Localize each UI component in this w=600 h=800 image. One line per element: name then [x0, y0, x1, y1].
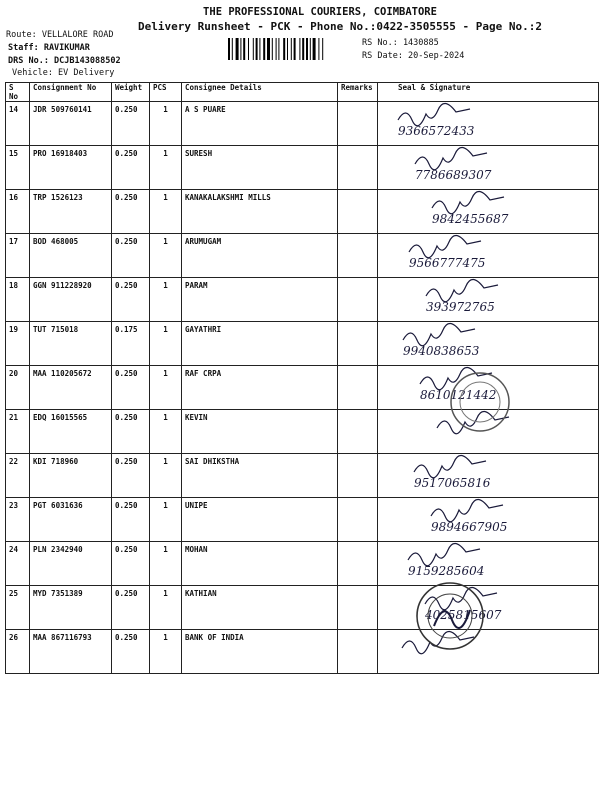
- row-signature: [378, 586, 599, 630]
- row-remarks: [338, 102, 378, 146]
- row-weight: 0.250: [112, 146, 150, 190]
- col-sno: S No: [6, 83, 30, 102]
- row-signature: [378, 498, 599, 542]
- row-consignment-no: MYD 7351389: [30, 586, 112, 630]
- row-consignment-no: TRP 1526123: [30, 190, 112, 234]
- rs-date-label: RS Date: 20-Sep-2024: [362, 51, 465, 61]
- row-signature: [378, 190, 599, 234]
- row-pcs: 1: [150, 146, 182, 190]
- table-row: [6, 102, 599, 146]
- row-weight: 0.250: [112, 278, 150, 322]
- row-consignee: A S PUARE: [182, 102, 338, 146]
- row-pcs: 1: [150, 454, 182, 498]
- seal-stamp: [448, 370, 512, 434]
- row-pcs: 1: [150, 498, 182, 542]
- row-weight: 0.250: [112, 366, 150, 410]
- row-remarks: [338, 278, 378, 322]
- table-row: [6, 146, 599, 190]
- row-consignee: BANK OF INDIA: [182, 630, 338, 674]
- signature-phone-number: 8610121442: [420, 388, 497, 402]
- row-sno: 23: [6, 498, 30, 542]
- row-signature: [378, 102, 599, 146]
- row-sno: 19: [6, 322, 30, 366]
- row-consignee: GAYATHRI: [182, 322, 338, 366]
- signature-phone-number: 4025815607: [425, 608, 502, 622]
- row-consignment-no: KDI 718960: [30, 454, 112, 498]
- row-sno: 20: [6, 366, 30, 410]
- row-pcs: 1: [150, 366, 182, 410]
- runsheet-title: Delivery Runsheet - PCK - Phone No.:0422-3505555 - Page No.:2: [138, 20, 542, 33]
- table-row: [6, 234, 599, 278]
- row-pcs: 1: [150, 630, 182, 674]
- table-row: [6, 542, 599, 586]
- row-pcs: 1: [150, 278, 182, 322]
- bank-seal-stamp: [414, 580, 486, 652]
- row-weight: 0.250: [112, 410, 150, 454]
- row-pcs: 1: [150, 586, 182, 630]
- row-sno: 22: [6, 454, 30, 498]
- row-remarks: [338, 410, 378, 454]
- row-consignment-no: PRO 16918403: [30, 146, 112, 190]
- row-signature: [378, 146, 599, 190]
- row-remarks: [338, 454, 378, 498]
- row-sno: 21: [6, 410, 30, 454]
- row-remarks: [338, 498, 378, 542]
- row-consignment-no: BOD 468005: [30, 234, 112, 278]
- row-weight: 0.175: [112, 322, 150, 366]
- col-consignment: Consignment No: [30, 83, 112, 102]
- row-pcs: 1: [150, 322, 182, 366]
- route-label: Route: VELLALORE ROAD: [6, 30, 114, 40]
- row-weight: 0.250: [112, 586, 150, 630]
- row-consignment-no: PLN 2342940: [30, 542, 112, 586]
- col-consignee: Consignee Details: [182, 83, 338, 102]
- row-consignee: PARAM: [182, 278, 338, 322]
- table-row: [6, 498, 599, 542]
- signature-phone-number: 9842455687: [432, 212, 509, 226]
- row-weight: 0.250: [112, 542, 150, 586]
- row-sno: 16: [6, 190, 30, 234]
- row-signature: [378, 322, 599, 366]
- row-signature: [378, 542, 599, 586]
- row-signature: [378, 278, 599, 322]
- col-weight: Weight: [112, 83, 150, 102]
- row-remarks: [338, 146, 378, 190]
- row-pcs: 1: [150, 102, 182, 146]
- company-title: THE PROFESSIONAL COURIERS, COIMBATORE: [203, 6, 437, 18]
- signature-phone-number: 9940838653: [403, 344, 480, 358]
- row-consignee: KATHIAN: [182, 586, 338, 630]
- row-pcs: 1: [150, 410, 182, 454]
- col-signature: Seal & Signature: [378, 83, 599, 102]
- row-remarks: [338, 586, 378, 630]
- signature-phone-number: 9366572433: [398, 124, 475, 138]
- row-signature: [378, 630, 599, 674]
- drs-label: DRS No.: DCJB143088502: [8, 56, 121, 66]
- row-remarks: [338, 542, 378, 586]
- table-row: [6, 630, 599, 674]
- row-weight: 0.250: [112, 498, 150, 542]
- row-sno: 18: [6, 278, 30, 322]
- row-sno: 25: [6, 586, 30, 630]
- row-consignment-no: PGT 6031636: [30, 498, 112, 542]
- row-remarks: [338, 190, 378, 234]
- signature-phone-number: 7786689307: [415, 168, 492, 182]
- row-sno: 24: [6, 542, 30, 586]
- row-consignee: KANAKALAKSHMI MILLS: [182, 190, 338, 234]
- row-consignment-no: TUT 715018: [30, 322, 112, 366]
- row-remarks: [338, 630, 378, 674]
- row-weight: 0.250: [112, 630, 150, 674]
- row-consignee: SAI DHIKSTHA: [182, 454, 338, 498]
- table-row: [6, 322, 599, 366]
- row-signature: [378, 234, 599, 278]
- signature-phone-number: 9566777475: [409, 256, 486, 270]
- row-signature: [378, 454, 599, 498]
- row-sno: 14: [6, 102, 30, 146]
- row-consignee: SURESH: [182, 146, 338, 190]
- row-consignee: MOHAN: [182, 542, 338, 586]
- signature-phone-number: 9517065816: [414, 476, 491, 490]
- table-row: [6, 278, 599, 322]
- row-pcs: 1: [150, 190, 182, 234]
- table-row: [6, 454, 599, 498]
- row-consignment-no: JDR 509760141: [30, 102, 112, 146]
- row-consignment-no: MAA 867116793: [30, 630, 112, 674]
- signature-phone-number: 9159285604: [408, 564, 485, 578]
- row-weight: 0.250: [112, 454, 150, 498]
- barcode: [228, 38, 352, 60]
- row-sno: 26: [6, 630, 30, 674]
- row-consignment-no: MAA 110205672: [30, 366, 112, 410]
- row-weight: 0.250: [112, 102, 150, 146]
- row-consignee: UNIPE: [182, 498, 338, 542]
- row-remarks: [338, 234, 378, 278]
- row-consignee: KEVIN: [182, 410, 338, 454]
- row-pcs: 1: [150, 542, 182, 586]
- table-row: [6, 586, 599, 630]
- row-consignment-no: GGN 911228920: [30, 278, 112, 322]
- row-pcs: 1: [150, 234, 182, 278]
- row-remarks: [338, 366, 378, 410]
- rs-no-label: RS No.: 1430885: [362, 38, 439, 48]
- col-remarks: Remarks: [338, 83, 378, 102]
- row-sno: 17: [6, 234, 30, 278]
- row-consignment-no: EDQ 16015565: [30, 410, 112, 454]
- row-consignee: RAF CRPA: [182, 366, 338, 410]
- row-consignee: ARUMUGAM: [182, 234, 338, 278]
- row-weight: 0.250: [112, 190, 150, 234]
- row-remarks: [338, 322, 378, 366]
- row-weight: 0.250: [112, 234, 150, 278]
- table-row: [6, 190, 599, 234]
- vehicle-label: Vehicle: EV Delivery: [12, 68, 115, 78]
- staff-label: Staff: RAVIKUMAR: [8, 43, 90, 53]
- signature-phone-number: 9894667905: [431, 520, 508, 534]
- col-pcs: PCS: [150, 83, 182, 102]
- row-sno: 15: [6, 146, 30, 190]
- signature-phone-number: 393972765: [426, 300, 495, 314]
